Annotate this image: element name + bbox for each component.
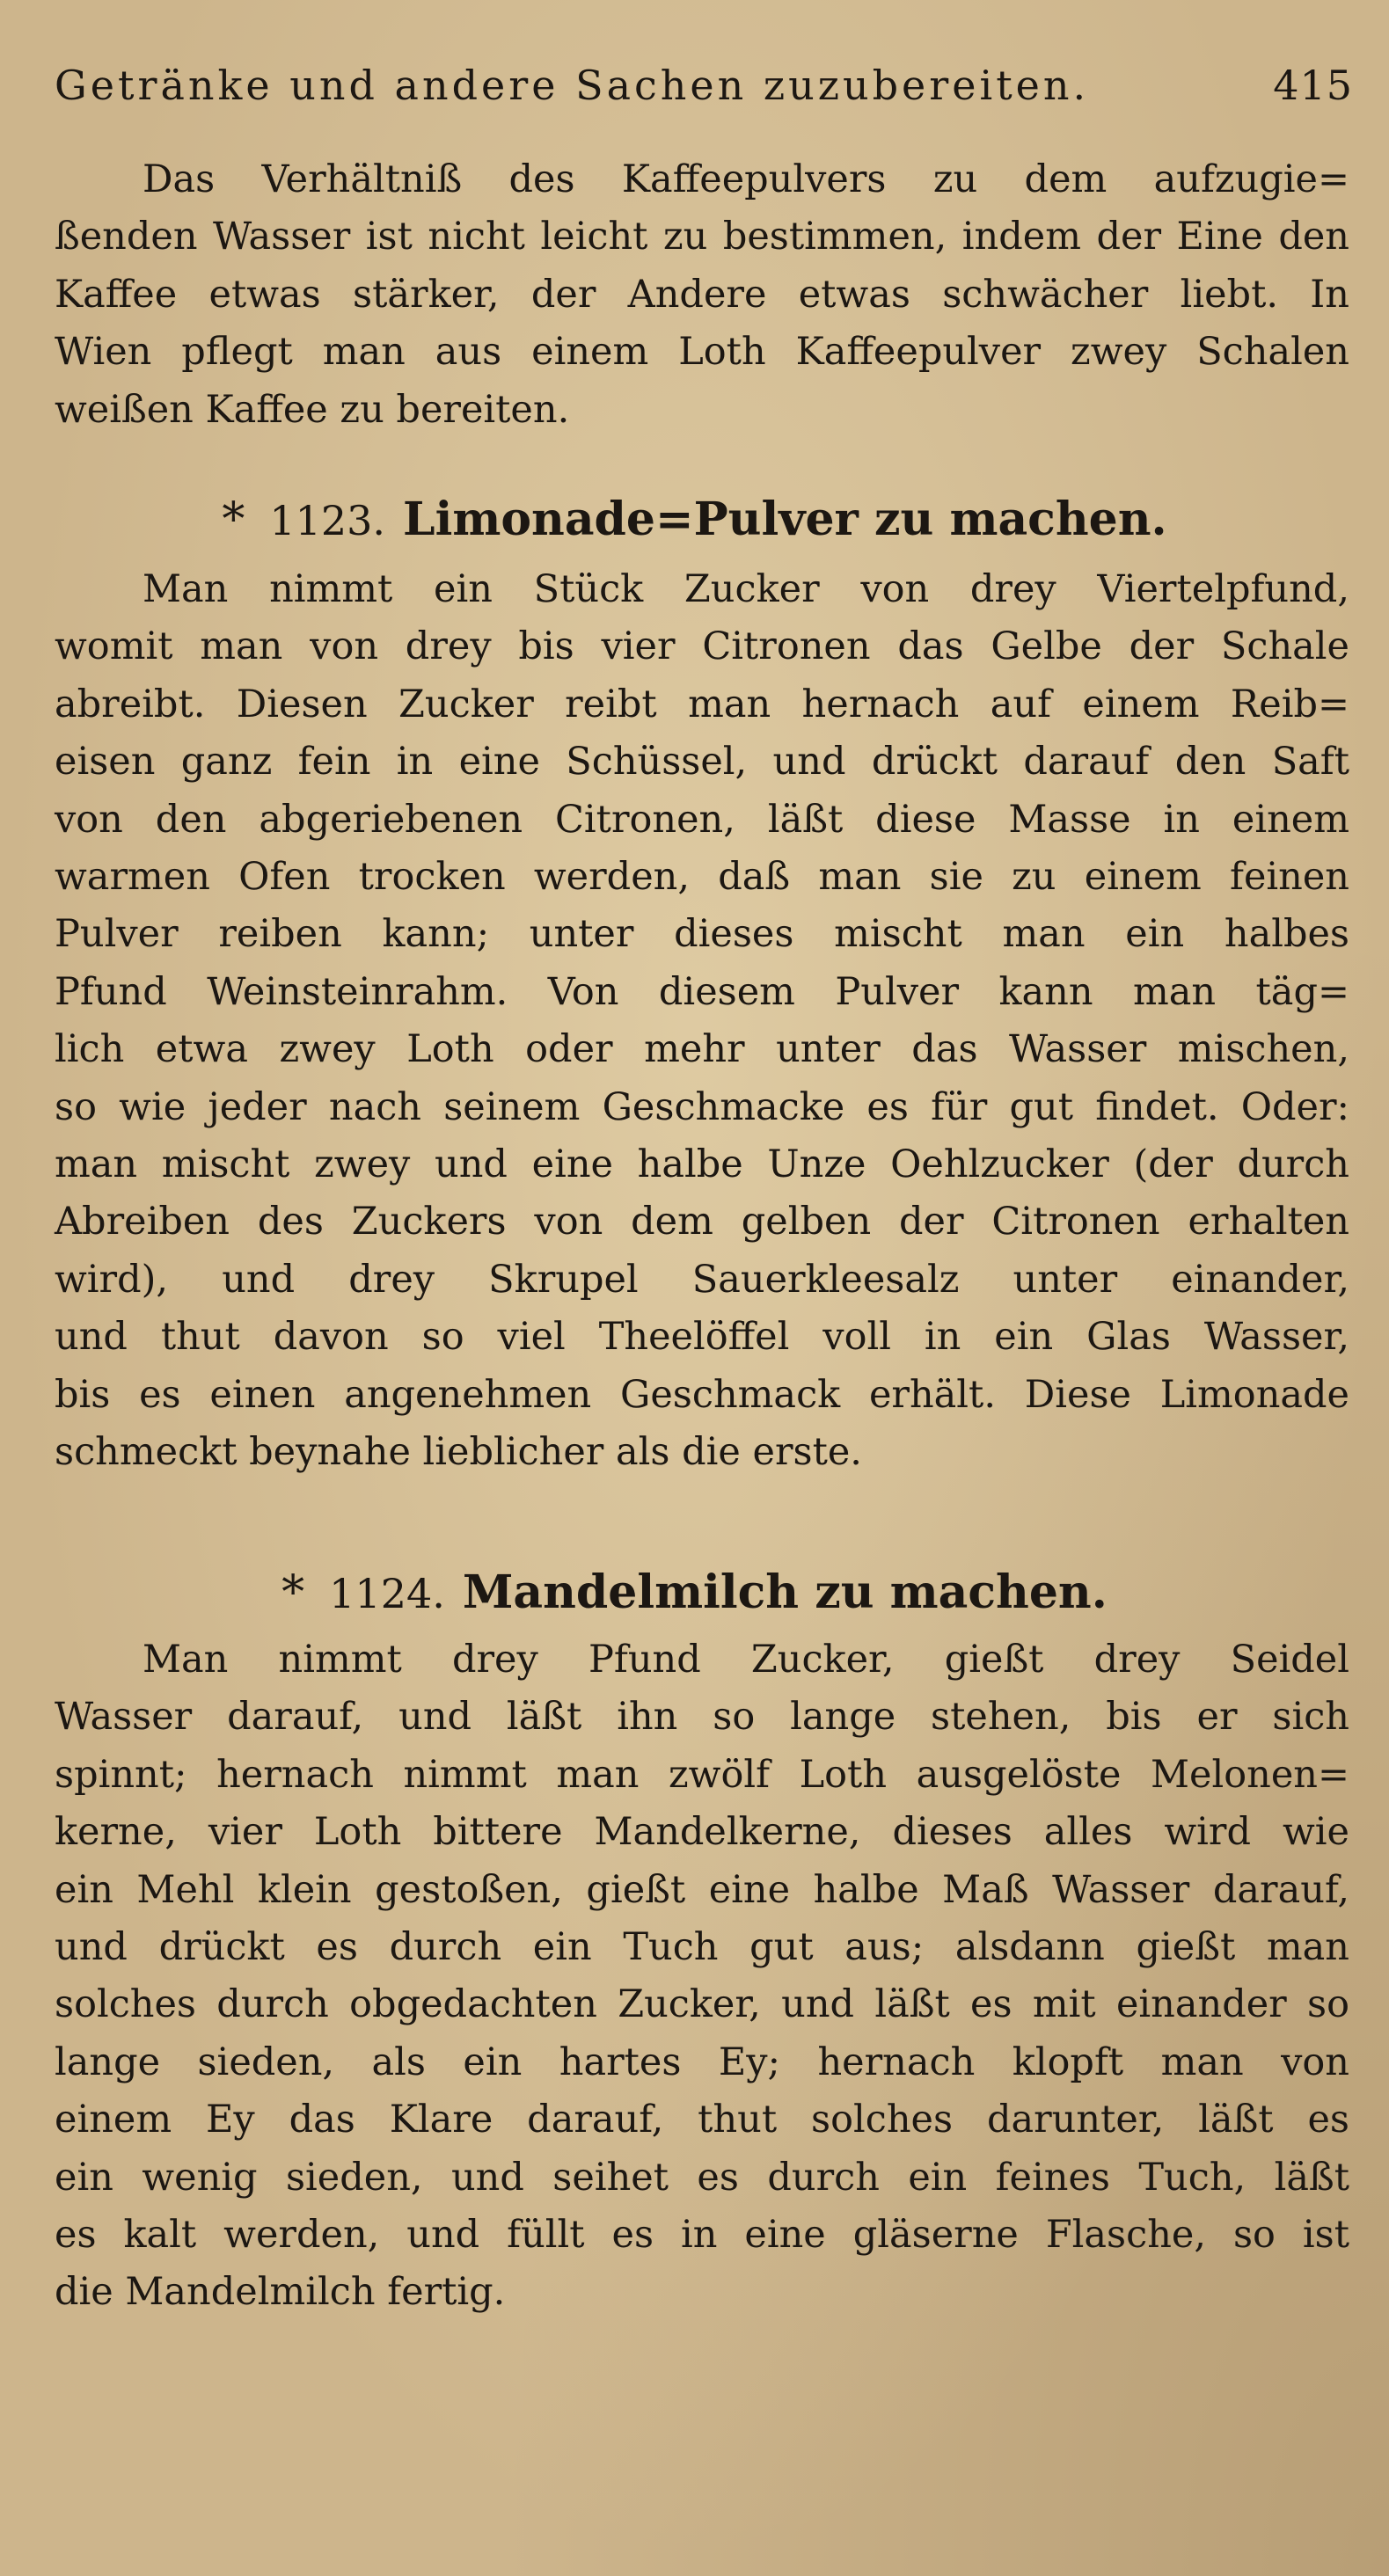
text-line: wird), und drey Skrupel Sauerkleesalz unter einander, [55,1257,1349,1302]
running-header [55,62,1353,109]
text-line: weißen Kaffee zu bereiten. [55,387,570,432]
text-line: und thut davon so viel Theelöffel voll in ein Glas Wasser, [55,1315,1349,1360]
section-1123-paragraph [55,561,1349,1482]
text-line: lange sieden, als ein hartes Ey; hernach klopft man von [55,2040,1349,2084]
section-heading-1123 [0,493,1389,546]
text-line: ßenden Wasser ist nicht leicht zu bestimmen, indem der Eine den [55,215,1349,259]
intro-paragraph [55,151,1349,439]
text-line: bis es einen angenehmen Geschmack erhält. Diese Limonade [55,1372,1349,1417]
text-line: Wasser darauf, und läßt ihn so lange stehen, bis er sich [55,1695,1349,1740]
text-line: man mischt zwey und eine halbe Unze Oehlzucker (der durch [55,1142,1349,1187]
text-line: schmeckt beynahe lieblicher als die erste. [55,1430,862,1475]
page-number: 415 [1273,62,1353,109]
text-line: Pulver reiben kann; unter dieses mischt man ein halbes [55,912,1349,957]
asterisk-mark: * [281,1566,305,1619]
text-line: lich etwa zwey Loth oder mehr unter das Wasser mischen, [55,1027,1349,1072]
section-number: 1123. [269,497,386,544]
text-line: womit man von drey bis vier Citronen das Gelbe der Schale [55,624,1349,669]
text-line: Man nimmt ein Stück Zucker von drey Viertelpfund, [143,567,1349,611]
asterisk-mark: * [222,493,245,546]
section-title: Mandelmilch zu machen. [462,1565,1108,1619]
text-line: solches durch obgedachten Zucker, und läßt es mit einander so [55,1982,1349,2027]
running-title: Getränke und andere Sachen zuzubereiten. [55,62,1090,109]
text-line: Wien pflegt man aus einem Loth Kaffeepulver zwey Schalen [55,330,1349,375]
text-line: Abreiben des Zuckers von dem gelben der Citronen erhalten [55,1200,1349,1244]
text-line: einem Ey das Klare darauf, thut solches darunter, läßt es [55,2098,1349,2142]
text-line: kerne, vier Loth bittere Mandelkerne, dieses alles wird wie [55,1810,1349,1855]
text-line: spinnt; hernach nimmt man zwölf Loth ausgelöste Melonen= [55,1752,1349,1797]
text-line: und drückt es durch ein Tuch gut aus; alsdann gießt man [55,1925,1349,1970]
text-line: Kaffee etwas stärker, der Andere etwas schwächer liebt. In [55,272,1349,317]
text-line: abreibt. Diesen Zucker reibt man hernach auf einem Reib= [55,682,1349,726]
text-line: warmen Ofen trocken werden, daß man sie zu einem feinen [55,855,1349,900]
text-line: Man nimmt drey Pfund Zucker, gießt drey Seidel [143,1638,1349,1682]
section-1124-paragraph [55,1631,1349,2322]
section-title: Limonade=Pulver zu machen. [403,493,1167,546]
text-line: es kalt werden, und füllt es in eine gläserne Flasche, so ist [55,2213,1349,2258]
text-line: die Mandelmilch fertig. [55,2270,506,2315]
text-line: von den abgeriebenen Citronen, läßt diese Masse in einem [55,797,1349,842]
text-line: Das Verhältniß des Kaffeepulvers zu dem aufzugie= [143,157,1349,201]
text-line: ein wenig sieden, und seihet es durch ein feines Tuch, läßt [55,2155,1349,2200]
section-heading-1124 [0,1565,1389,1619]
text-line: eisen ganz fein in eine Schüssel, und drückt darauf den Saft [55,740,1349,784]
text-line: Pfund Weinsteinrahm. Von diesem Pulver kann man täg= [55,969,1349,1014]
text-line: ein Mehl klein gestoßen, gießt eine halbe Maß Wasser darauf, [55,1867,1349,1912]
section-number: 1124. [329,1570,445,1617]
text-line: so wie jeder nach seinem Geschmacke es für gut findet. Oder: [55,1084,1349,1129]
